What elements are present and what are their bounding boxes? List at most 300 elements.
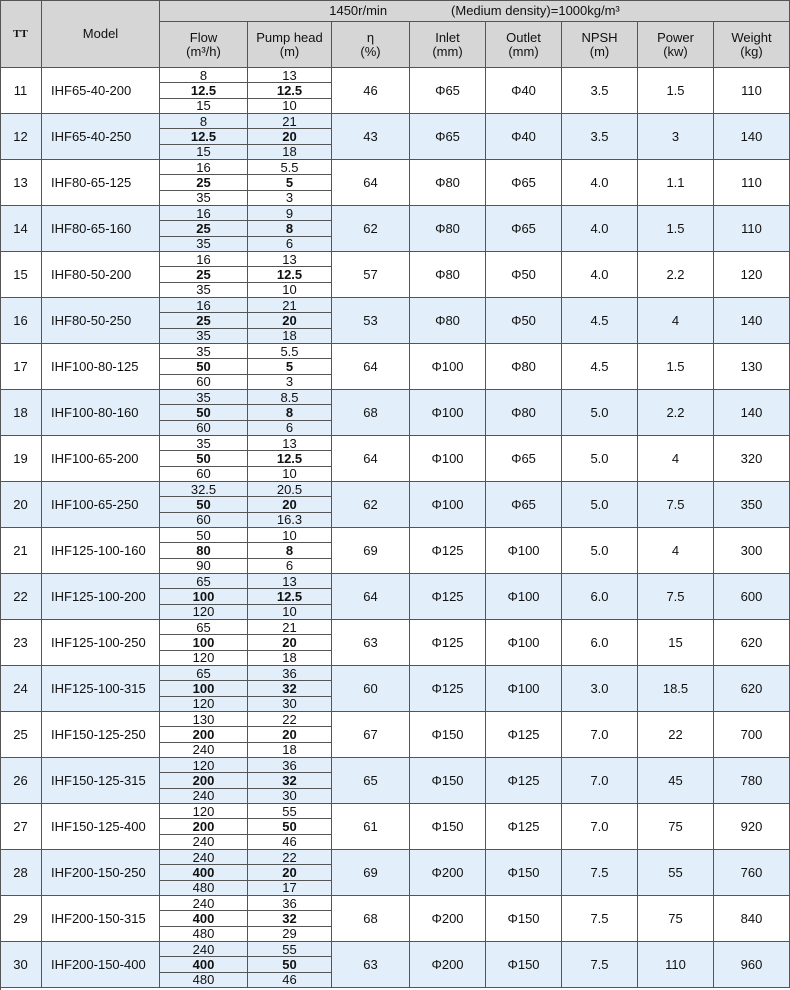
cell-weight: 130: [714, 344, 790, 390]
cell-outlet: Φ125: [486, 712, 562, 758]
cell-npsh: 7.0: [562, 712, 638, 758]
cell-model: IHF80-65-125: [42, 160, 160, 206]
cell-power: 7.5: [638, 574, 714, 620]
cell-flow-high: 240: [160, 743, 248, 758]
cell-model: IHF65-40-200: [42, 68, 160, 114]
cell-eta: 63: [332, 620, 410, 666]
cell-npsh: 7.5: [562, 896, 638, 942]
cell-weight: 140: [714, 114, 790, 160]
header-inlet-label: Inlet: [435, 29, 460, 45]
cell-flow-low: 16: [160, 298, 248, 313]
cell-weight: 960: [714, 942, 790, 988]
cell-head-rated: 20: [248, 497, 332, 512]
cell-head-rated: 20: [248, 129, 332, 144]
cell-flow-low: 240: [160, 850, 248, 865]
cell-head-low: 55: [248, 804, 332, 819]
cell-inlet: Φ200: [410, 942, 486, 988]
cell-model: IHF150-125-315: [42, 758, 160, 804]
header-flow-unit: (m³/h): [186, 43, 221, 59]
header-flow-label: Flow: [189, 29, 218, 45]
cell-head-high: 46: [248, 835, 332, 850]
cell-model: IHF200-150-400: [42, 942, 160, 988]
cell-inlet: Φ100: [410, 436, 486, 482]
cell-tt: 27: [0, 804, 42, 850]
cell-power: 75: [638, 896, 714, 942]
cell-power: 4: [638, 528, 714, 574]
cell-tt: 13: [0, 160, 42, 206]
cell-flow-high: 35: [160, 329, 248, 344]
cell-head-high: 18: [248, 743, 332, 758]
cell-head-high: 30: [248, 789, 332, 804]
cell-inlet: Φ100: [410, 344, 486, 390]
cell-flow-high: 35: [160, 283, 248, 298]
cell-tt: 17: [0, 344, 42, 390]
cell-outlet: Φ125: [486, 758, 562, 804]
cell-flow-rated: 80: [160, 543, 248, 558]
cell-weight: 140: [714, 390, 790, 436]
cell-head-high: 18: [248, 651, 332, 666]
cell-outlet: Φ65: [486, 436, 562, 482]
cell-head-low: 9: [248, 206, 332, 221]
cell-flow-low: 130: [160, 712, 248, 727]
cell-head-rated: 8: [248, 405, 332, 420]
cell-model: IHF100-65-250: [42, 482, 160, 528]
cell-eta: 46: [332, 68, 410, 114]
cell-flow-rated: 200: [160, 727, 248, 742]
cell-flow-rated: 25: [160, 267, 248, 282]
cell-model: IHF80-65-160: [42, 206, 160, 252]
cell-power: 75: [638, 804, 714, 850]
cell-npsh: 4.5: [562, 344, 638, 390]
cell-flow-high: 120: [160, 651, 248, 666]
cell-model: IHF125-100-200: [42, 574, 160, 620]
cell-inlet: Φ65: [410, 114, 486, 160]
cell-eta: 53: [332, 298, 410, 344]
cell-head-high: 6: [248, 237, 332, 252]
cell-weight: 600: [714, 574, 790, 620]
cell-weight: 700: [714, 712, 790, 758]
cell-flow-low: 240: [160, 896, 248, 911]
cell-inlet: Φ80: [410, 160, 486, 206]
cell-flow-low: 32.5: [160, 482, 248, 497]
cell-flow-low: 120: [160, 758, 248, 773]
cell-model: IHF150-125-250: [42, 712, 160, 758]
cell-weight: 110: [714, 206, 790, 252]
cell-weight: 320: [714, 436, 790, 482]
header-tt-label: TT: [13, 27, 28, 40]
cell-model: IHF125-100-315: [42, 666, 160, 712]
cell-eta: 68: [332, 390, 410, 436]
header-model-label: Model: [82, 25, 119, 41]
cell-flow-high: 90: [160, 559, 248, 574]
cell-head-rated: 32: [248, 911, 332, 926]
cell-npsh: 4.0: [562, 252, 638, 298]
cell-npsh: 3.5: [562, 68, 638, 114]
cell-model: IHF125-100-250: [42, 620, 160, 666]
cell-flow-low: 8: [160, 68, 248, 83]
cell-head-low: 8.5: [248, 390, 332, 405]
cell-flow-low: 65: [160, 620, 248, 635]
cell-flow-high: 480: [160, 973, 248, 988]
cell-inlet: Φ150: [410, 712, 486, 758]
cell-weight: 920: [714, 804, 790, 850]
header-weight-unit: (kg): [740, 43, 763, 59]
cell-eta: 64: [332, 574, 410, 620]
header-inlet-unit: (mm): [432, 43, 463, 59]
cell-outlet: Φ100: [486, 666, 562, 712]
cell-head-rated: 8: [248, 543, 332, 558]
cell-weight: 300: [714, 528, 790, 574]
header-npsh-unit: (m): [589, 43, 610, 59]
cell-flow-high: 60: [160, 513, 248, 528]
cell-eta: 64: [332, 436, 410, 482]
cell-outlet: Φ150: [486, 850, 562, 896]
cell-flow-low: 8: [160, 114, 248, 129]
cell-power: 2.2: [638, 252, 714, 298]
cell-head-rated: 32: [248, 773, 332, 788]
cell-tt: 23: [0, 620, 42, 666]
cell-head-high: 46: [248, 973, 332, 988]
cell-inlet: Φ80: [410, 252, 486, 298]
header-power: [638, 22, 714, 68]
cell-model: IHF125-100-160: [42, 528, 160, 574]
header-power-unit: (kw): [663, 43, 688, 59]
cell-inlet: Φ125: [410, 528, 486, 574]
cell-outlet: Φ50: [486, 252, 562, 298]
cell-model: IHF100-80-160: [42, 390, 160, 436]
cell-flow-rated: 400: [160, 957, 248, 972]
cell-flow-high: 480: [160, 927, 248, 942]
cell-head-high: 17: [248, 881, 332, 896]
cell-power: 3: [638, 114, 714, 160]
cell-flow-low: 35: [160, 390, 248, 405]
cell-power: 1.5: [638, 344, 714, 390]
cell-outlet: Φ125: [486, 804, 562, 850]
cell-npsh: 5.0: [562, 482, 638, 528]
cell-head-low: 13: [248, 436, 332, 451]
cell-eta: 64: [332, 344, 410, 390]
cell-head-high: 6: [248, 559, 332, 574]
cell-outlet: Φ100: [486, 528, 562, 574]
cell-head-low: 13: [248, 574, 332, 589]
cell-head-high: 10: [248, 467, 332, 482]
cell-outlet: Φ65: [486, 206, 562, 252]
cell-model: IHF150-125-400: [42, 804, 160, 850]
cell-tt: 15: [0, 252, 42, 298]
cell-inlet: Φ125: [410, 666, 486, 712]
header-head-unit: (m): [279, 43, 300, 59]
cell-flow-low: 120: [160, 804, 248, 819]
cell-tt: 11: [0, 68, 42, 114]
cell-outlet: Φ100: [486, 620, 562, 666]
cell-power: 1.5: [638, 68, 714, 114]
cell-npsh: 3.5: [562, 114, 638, 160]
cell-eta: 43: [332, 114, 410, 160]
cell-tt: 24: [0, 666, 42, 712]
cell-flow-high: 60: [160, 421, 248, 436]
cell-head-low: 5.5: [248, 344, 332, 359]
cell-weight: 780: [714, 758, 790, 804]
cell-head-low: 13: [248, 68, 332, 83]
cell-flow-rated: 50: [160, 497, 248, 512]
cell-power: 15: [638, 620, 714, 666]
cell-head-rated: 12.5: [248, 589, 332, 604]
cell-outlet: Φ40: [486, 114, 562, 160]
cell-eta: 69: [332, 528, 410, 574]
cell-power: 45: [638, 758, 714, 804]
cell-head-high: 6: [248, 421, 332, 436]
cell-outlet: Φ50: [486, 298, 562, 344]
cell-power: 4: [638, 298, 714, 344]
cell-inlet: Φ200: [410, 896, 486, 942]
cell-tt: 30: [0, 942, 42, 988]
cell-flow-high: 120: [160, 697, 248, 712]
cell-inlet: Φ80: [410, 206, 486, 252]
cell-inlet: Φ65: [410, 68, 486, 114]
cell-flow-high: 15: [160, 99, 248, 114]
cell-head-low: 21: [248, 114, 332, 129]
header-weight-label: Weight: [731, 29, 772, 45]
cell-head-low: 5.5: [248, 160, 332, 175]
cell-tt: 19: [0, 436, 42, 482]
cell-head-low: 10: [248, 528, 332, 543]
cell-head-rated: 50: [248, 957, 332, 972]
cell-head-rated: 20: [248, 865, 332, 880]
cell-npsh: 5.0: [562, 390, 638, 436]
cell-npsh: 6.0: [562, 574, 638, 620]
cell-head-rated: 5: [248, 175, 332, 190]
cell-flow-low: 35: [160, 436, 248, 451]
cell-flow-rated: 12.5: [160, 83, 248, 98]
cell-flow-low: 50: [160, 528, 248, 543]
cell-flow-high: 60: [160, 467, 248, 482]
cell-npsh: 7.0: [562, 804, 638, 850]
cell-head-high: 18: [248, 329, 332, 344]
cell-head-low: 21: [248, 620, 332, 635]
cell-outlet: Φ100: [486, 574, 562, 620]
cell-eta: 67: [332, 712, 410, 758]
cell-eta: 62: [332, 482, 410, 528]
cell-weight: 110: [714, 68, 790, 114]
cell-weight: 140: [714, 298, 790, 344]
cell-flow-rated: 200: [160, 819, 248, 834]
cell-flow-low: 16: [160, 252, 248, 267]
header-eta: [332, 22, 410, 68]
cell-eta: 68: [332, 896, 410, 942]
cell-eta: 65: [332, 758, 410, 804]
cell-flow-high: 480: [160, 881, 248, 896]
cell-flow-rated: 50: [160, 359, 248, 374]
cell-outlet: Φ80: [486, 390, 562, 436]
cell-tt: 20: [0, 482, 42, 528]
cell-weight: 760: [714, 850, 790, 896]
cell-inlet: Φ100: [410, 482, 486, 528]
header-npsh: [562, 22, 638, 68]
cell-head-rated: 12.5: [248, 83, 332, 98]
cell-inlet: Φ150: [410, 758, 486, 804]
cell-eta: 61: [332, 804, 410, 850]
cell-inlet: Φ150: [410, 804, 486, 850]
cell-tt: 21: [0, 528, 42, 574]
cell-head-high: 29: [248, 927, 332, 942]
cell-flow-high: 120: [160, 605, 248, 620]
cell-head-low: 21: [248, 298, 332, 313]
cell-head-low: 22: [248, 850, 332, 865]
cell-flow-high: 240: [160, 789, 248, 804]
cell-outlet: Φ150: [486, 896, 562, 942]
cell-flow-high: 35: [160, 237, 248, 252]
cell-npsh: 4.0: [562, 206, 638, 252]
cell-eta: 60: [332, 666, 410, 712]
header-density: (Medium density)=1000kg/m³: [451, 2, 620, 18]
header-eta-label: η: [366, 29, 375, 45]
cell-model: IHF80-50-250: [42, 298, 160, 344]
cell-eta: 64: [332, 160, 410, 206]
cell-outlet: Φ65: [486, 160, 562, 206]
cell-power: 55: [638, 850, 714, 896]
cell-flow-high: 35: [160, 191, 248, 206]
cell-outlet: Φ40: [486, 68, 562, 114]
header-outlet-label: Outlet: [506, 29, 541, 45]
cell-weight: 620: [714, 620, 790, 666]
cell-npsh: 3.0: [562, 666, 638, 712]
cell-head-high: 10: [248, 283, 332, 298]
cell-flow-low: 65: [160, 666, 248, 681]
cell-flow-rated: 100: [160, 589, 248, 604]
cell-head-rated: 20: [248, 313, 332, 328]
header-tt: [0, 0, 42, 68]
cell-model: IHF100-65-200: [42, 436, 160, 482]
cell-power: 22: [638, 712, 714, 758]
cell-model: IHF200-150-250: [42, 850, 160, 896]
cell-outlet: Φ65: [486, 482, 562, 528]
cell-head-rated: 12.5: [248, 267, 332, 282]
cell-head-low: 55: [248, 942, 332, 957]
cell-inlet: Φ200: [410, 850, 486, 896]
header-eta-unit: (%): [360, 43, 381, 59]
cell-head-high: 3: [248, 191, 332, 206]
header-conditions: [160, 0, 790, 22]
cell-eta: 69: [332, 850, 410, 896]
header-head-label: Pump head: [256, 29, 323, 45]
cell-outlet: Φ80: [486, 344, 562, 390]
header-outlet: [486, 22, 562, 68]
cell-tt: 29: [0, 896, 42, 942]
cell-inlet: Φ100: [410, 390, 486, 436]
cell-weight: 120: [714, 252, 790, 298]
cell-tt: 14: [0, 206, 42, 252]
cell-head-low: 22: [248, 712, 332, 727]
cell-head-high: 16.3: [248, 513, 332, 528]
cell-head-rated: 32: [248, 681, 332, 696]
header-model: [42, 0, 160, 68]
cell-head-low: 36: [248, 666, 332, 681]
cell-flow-high: 240: [160, 835, 248, 850]
cell-tt: 28: [0, 850, 42, 896]
cell-tt: 22: [0, 574, 42, 620]
cell-head-rated: 12.5: [248, 451, 332, 466]
cell-power: 2.2: [638, 390, 714, 436]
cell-model: IHF80-50-200: [42, 252, 160, 298]
cell-tt: 26: [0, 758, 42, 804]
cell-flow-rated: 400: [160, 865, 248, 880]
cell-flow-low: 35: [160, 344, 248, 359]
cell-flow-rated: 12.5: [160, 129, 248, 144]
cell-flow-low: 16: [160, 160, 248, 175]
cell-eta: 57: [332, 252, 410, 298]
cell-head-rated: 20: [248, 635, 332, 650]
cell-power: 4: [638, 436, 714, 482]
header-head: [248, 22, 332, 68]
cell-head-high: 30: [248, 697, 332, 712]
header-weight: [714, 22, 790, 68]
cell-flow-rated: 100: [160, 681, 248, 696]
cell-head-high: 10: [248, 605, 332, 620]
cell-flow-rated: 25: [160, 221, 248, 236]
header-inlet: [410, 22, 486, 68]
cell-head-high: 18: [248, 145, 332, 160]
header-flow: [160, 22, 248, 68]
cell-power: 7.5: [638, 482, 714, 528]
cell-head-low: 36: [248, 758, 332, 773]
cell-flow-low: 240: [160, 942, 248, 957]
cell-tt: 12: [0, 114, 42, 160]
cell-head-rated: 50: [248, 819, 332, 834]
cell-npsh: 4.0: [562, 160, 638, 206]
cell-power: 1.5: [638, 206, 714, 252]
cell-head-low: 13: [248, 252, 332, 267]
cell-power: 1.1: [638, 160, 714, 206]
cell-tt: 25: [0, 712, 42, 758]
cell-weight: 840: [714, 896, 790, 942]
cell-flow-low: 16: [160, 206, 248, 221]
cell-weight: 110: [714, 160, 790, 206]
cell-flow-rated: 25: [160, 175, 248, 190]
header-power-label: Power: [657, 29, 694, 45]
cell-flow-rated: 100: [160, 635, 248, 650]
cell-head-rated: 5: [248, 359, 332, 374]
cell-head-rated: 20: [248, 727, 332, 742]
cell-inlet: Φ80: [410, 298, 486, 344]
cell-weight: 620: [714, 666, 790, 712]
cell-flow-high: 60: [160, 375, 248, 390]
cell-npsh: 6.0: [562, 620, 638, 666]
cell-model: IHF65-40-250: [42, 114, 160, 160]
cell-head-rated: 8: [248, 221, 332, 236]
header-speed: 1450r/min: [329, 2, 388, 18]
cell-head-high: 10: [248, 99, 332, 114]
cell-npsh: 7.5: [562, 850, 638, 896]
cell-eta: 62: [332, 206, 410, 252]
header-npsh-label: NPSH: [581, 29, 618, 45]
cell-npsh: 7.0: [562, 758, 638, 804]
cell-flow-low: 65: [160, 574, 248, 589]
cell-inlet: Φ125: [410, 620, 486, 666]
cell-eta: 63: [332, 942, 410, 988]
cell-head-low: 36: [248, 896, 332, 911]
cell-power: 110: [638, 942, 714, 988]
cell-flow-rated: 200: [160, 773, 248, 788]
cell-npsh: 5.0: [562, 436, 638, 482]
cell-flow-rated: 25: [160, 313, 248, 328]
cell-model: IHF200-150-315: [42, 896, 160, 942]
cell-flow-rated: 50: [160, 405, 248, 420]
cell-head-low: 20.5: [248, 482, 332, 497]
cell-inlet: Φ125: [410, 574, 486, 620]
cell-npsh: 4.5: [562, 298, 638, 344]
cell-tt: 16: [0, 298, 42, 344]
cell-npsh: 5.0: [562, 528, 638, 574]
